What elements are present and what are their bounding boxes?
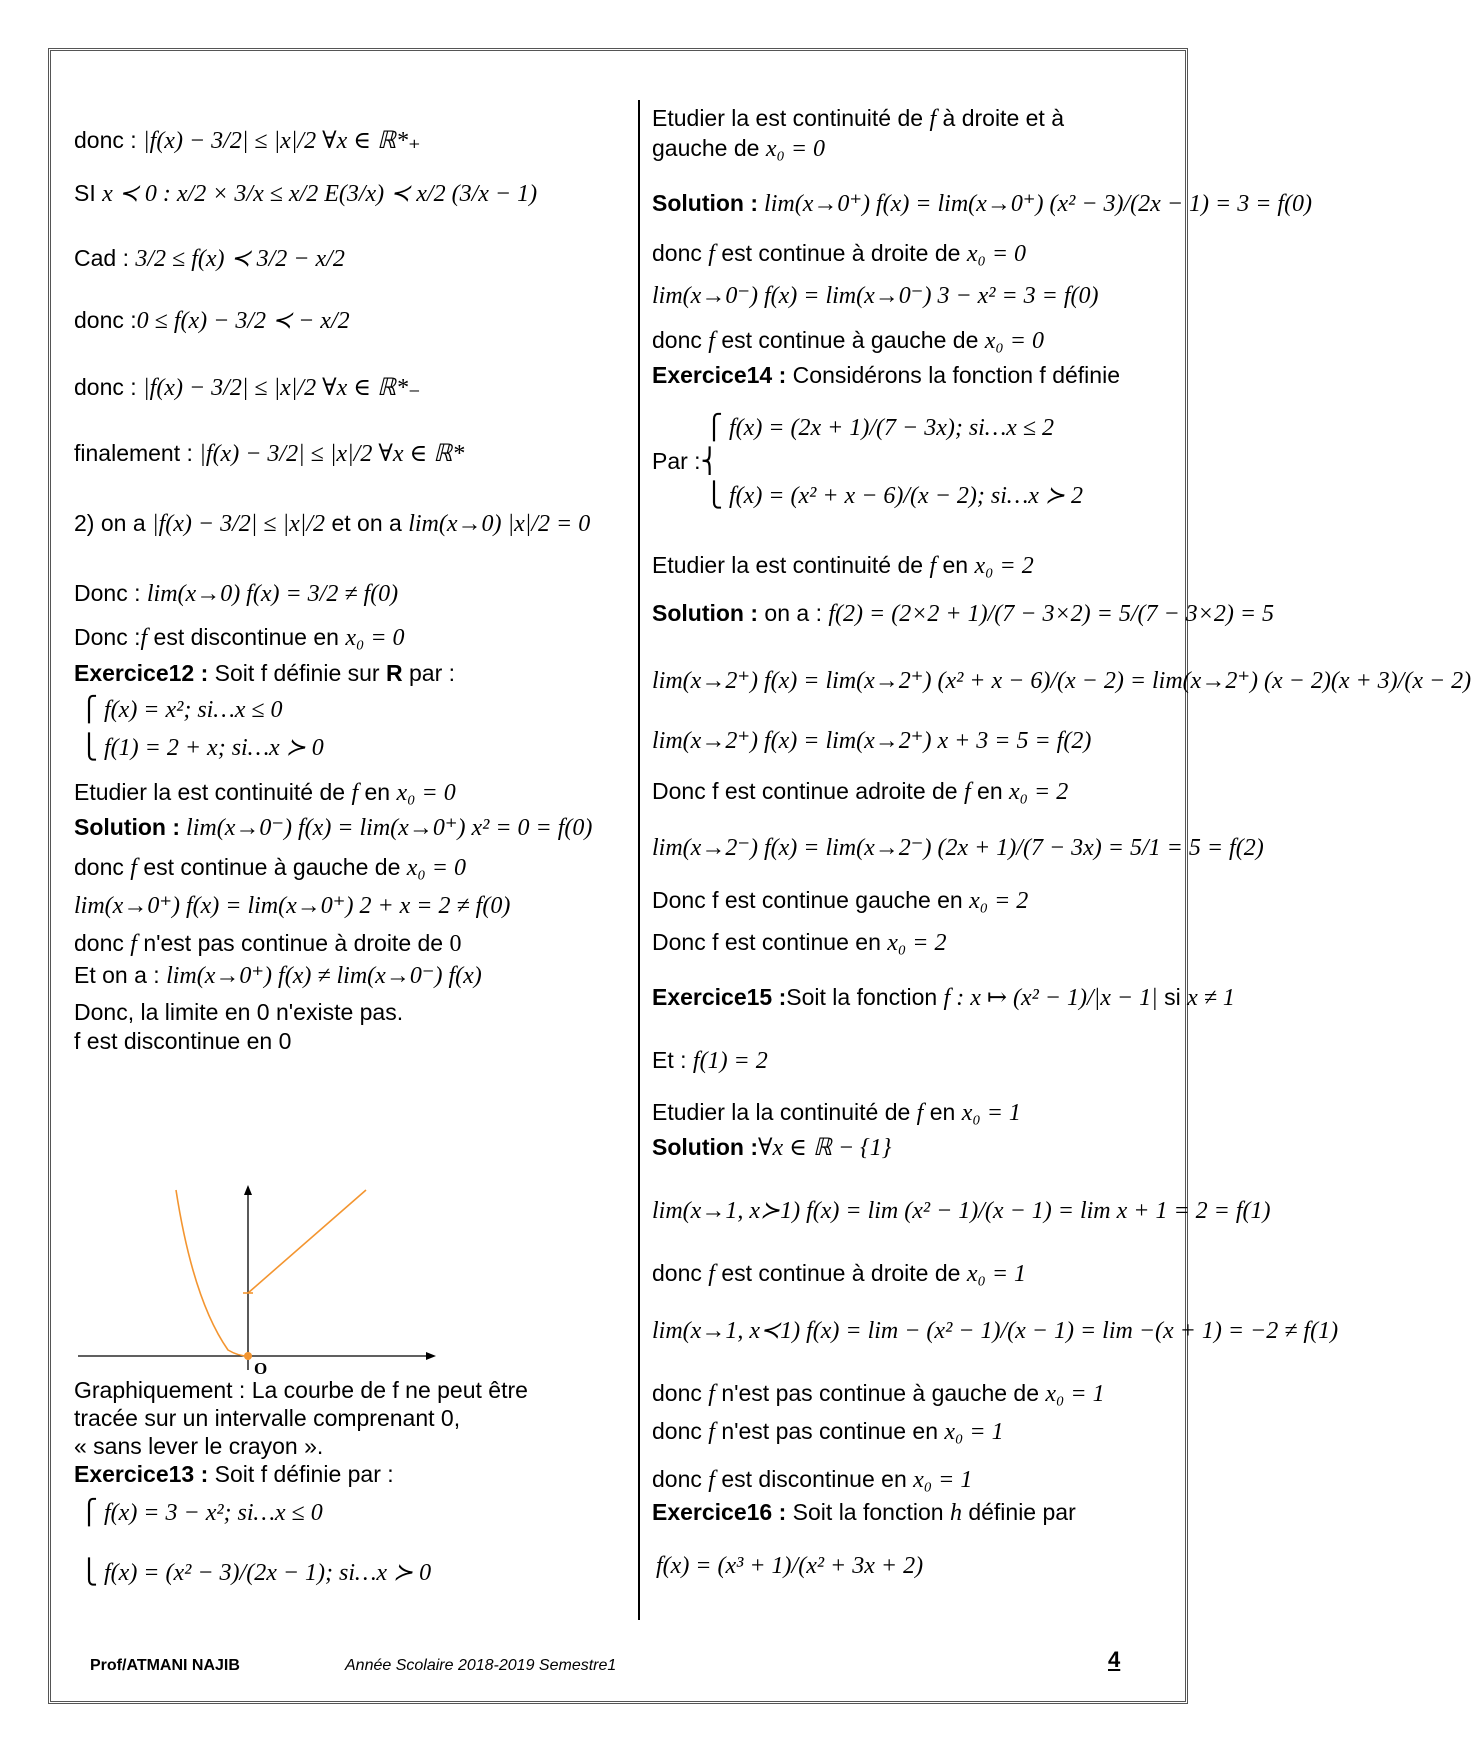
x-axis-arrow [426, 1352, 436, 1360]
footer-year: Année Scolaire 2018-2019 Semestre1 [345, 1657, 617, 1674]
line: donc f est continue à droite de x₀ = 1 [652, 1260, 1027, 1287]
exercise-heading: Exercice15 :Soit la fonction f : x ↦ (x² − 1)/|x − 1| si x ≠ 1 [652, 984, 1235, 1011]
line: SI x ≺ 0 : x/2 × 3/x ≤ x/2 E(3/x) ≺ x/2 (3/x − 1) [74, 180, 538, 207]
line: Par :⎨ [652, 448, 719, 475]
line: Et on a : lim(x→0⁺) f(x) ≠ lim(x→0⁻) f(x) [74, 962, 482, 989]
line: tracée sur un intervalle comprenant 0, [74, 1405, 461, 1431]
line: lim(x→2⁺) f(x) = lim(x→2⁺) (x² + x − 6)/(x − 2) = lim(x→2⁺) (x − 2)(x + 3)/(x − 2) [652, 668, 1471, 694]
line: ⎧ f(x) = x²; si…x ≤ 0 [80, 697, 283, 723]
left-branch [176, 1190, 248, 1356]
line: lim(x→2⁺) f(x) = lim(x→2⁺) x + 3 = 5 = f(2) [652, 728, 1092, 754]
line: donc : |f(x) − 3/2| ≤ |x|/2 ∀x ∈ ℝ*₋ [74, 374, 421, 401]
exercise-heading: Exercice13 : Soit f définie par : [74, 1461, 394, 1487]
page-number: 4 [1108, 1647, 1121, 1672]
line: 2) on a |f(x) − 3/2| ≤ |x|/2 et on a lim(x→0) |x|/2 = 0 [74, 510, 591, 537]
line: lim(x→2⁻) f(x) = lim(x→2⁻) (2x + 1)/(7 − 3x) = 5/1 = 5 = f(2) [652, 835, 1264, 861]
line: Et : f(1) = 2 [652, 1047, 768, 1074]
line: Solution : lim(x→0⁺) f(x) = lim(x→0⁺) (x² − 3)/(2x − 1) = 3 = f(0) [652, 190, 1313, 217]
line: gauche de x₀ = 0 [652, 135, 826, 162]
line: Solution : on a : f(2) = (2×2 + 1)/(7 − 3×2) = 5/(7 − 3×2) = 5 [652, 600, 1275, 627]
line: donc f est continue à gauche de x₀ = 0 [74, 854, 466, 881]
line: donc f n'est pas continue à gauche de x₀ = 1 [652, 1380, 1105, 1407]
line: Etudier la est continuité de f à droite et à [652, 105, 1064, 132]
line: lim(x→0⁻) f(x) = lim(x→0⁻) 3 − x² = 3 = f(0) [652, 283, 1099, 309]
line: Donc f est continue adroite de f en x₀ = 2 [652, 778, 1069, 805]
line: Graphiquement : La courbe de f ne peut être [74, 1377, 528, 1403]
line: Donc, la limite en 0 n'existe pas. [74, 999, 404, 1025]
line: Etudier la la continuité de f en x₀ = 1 [652, 1099, 1021, 1126]
point-origin [244, 1352, 252, 1360]
line: lim(x→1, x≻1) f(x) = lim (x² − 1)/(x − 1) = lim x + 1 = 2 = f(1) [652, 1198, 1271, 1224]
line: donc f est continue à gauche de x₀ = 0 [652, 327, 1044, 354]
line: f est discontinue en 0 [74, 1028, 292, 1054]
line: Donc : lim(x→0) f(x) = 3/2 ≠ f(0) [74, 580, 399, 607]
line: Cad : 3/2 ≤ f(x) ≺ 3/2 − x/2 [74, 245, 345, 272]
line: Solution : lim(x→0⁻) f(x) = lim(x→0⁺) x² = 0 = f(0) [74, 814, 593, 841]
exercise-heading: Exercice14 : Considérons la fonction f définie [652, 362, 1120, 388]
line: ⎩ f(1) = 2 + x; si…x ≻ 0 [80, 735, 324, 761]
line: Etudier la est continuité de f en x₀ = 0 [74, 779, 456, 806]
line: Donc :f est discontinue en x₀ = 0 [74, 624, 405, 651]
line: Solution :∀x ∈ ℝ − {1} [652, 1134, 892, 1161]
line: Etudier la est continuité de f en x₀ = 2 [652, 552, 1034, 579]
right-branch [248, 1190, 366, 1293]
line: donc :0 ≤ f(x) − 3/2 ≺ − x/2 [74, 307, 350, 334]
column-divider [638, 100, 640, 1620]
line: ⎩ f(x) = (x² + x − 6)/(x − 2); si…x ≻ 2 [705, 483, 1083, 509]
line: donc f est continue à droite de x₀ = 0 [652, 240, 1027, 267]
exercise-heading: Exercice12 : Soit f définie sur R par : [74, 660, 456, 686]
function-graph [78, 1180, 438, 1378]
line: lim(x→0⁺) f(x) = lim(x→0⁺) 2 + x = 2 ≠ f(0) [74, 893, 511, 919]
footer-author: Prof/ATMANI NAJIB [90, 1657, 240, 1674]
line: ⎧ f(x) = (2x + 1)/(7 − 3x); si…x ≤ 2 [705, 415, 1054, 441]
line: « sans lever le crayon ». [74, 1433, 324, 1459]
line: donc f est discontinue en x₀ = 1 [652, 1466, 973, 1493]
line: ⎩ f(x) = (x² − 3)/(2x − 1); si…x ≻ 0 [80, 1560, 432, 1586]
line: Donc f est continue gauche en x₀ = 2 [652, 887, 1029, 914]
line: finalement : |f(x) − 3/2| ≤ |x|/2 ∀x ∈ ℝ* [74, 440, 465, 467]
line: f(x) = (x³ + 1)/(x² + 3x + 2) [656, 1553, 924, 1579]
y-axis-arrow [244, 1185, 252, 1195]
line: donc f n'est pas continue en x₀ = 1 [652, 1418, 1004, 1445]
exercise-heading: Exercice16 : Soit la fonction h définie par [652, 1499, 1076, 1526]
line: ⎧ f(x) = 3 − x²; si…x ≤ 0 [80, 1500, 323, 1526]
line: Donc f est continue en x₀ = 2 [652, 929, 947, 956]
line: lim(x→1, x≺1) f(x) = lim − (x² − 1)/(x − 1) = lim −(x + 1) = −2 ≠ f(1) [652, 1318, 1339, 1344]
line: donc f n'est pas continue à droite de 0 [74, 930, 462, 957]
line: donc : |f(x) − 3/2| ≤ |x|/2 ∀x ∈ ℝ*₊ [74, 127, 421, 154]
origin-label: O [254, 1359, 268, 1378]
